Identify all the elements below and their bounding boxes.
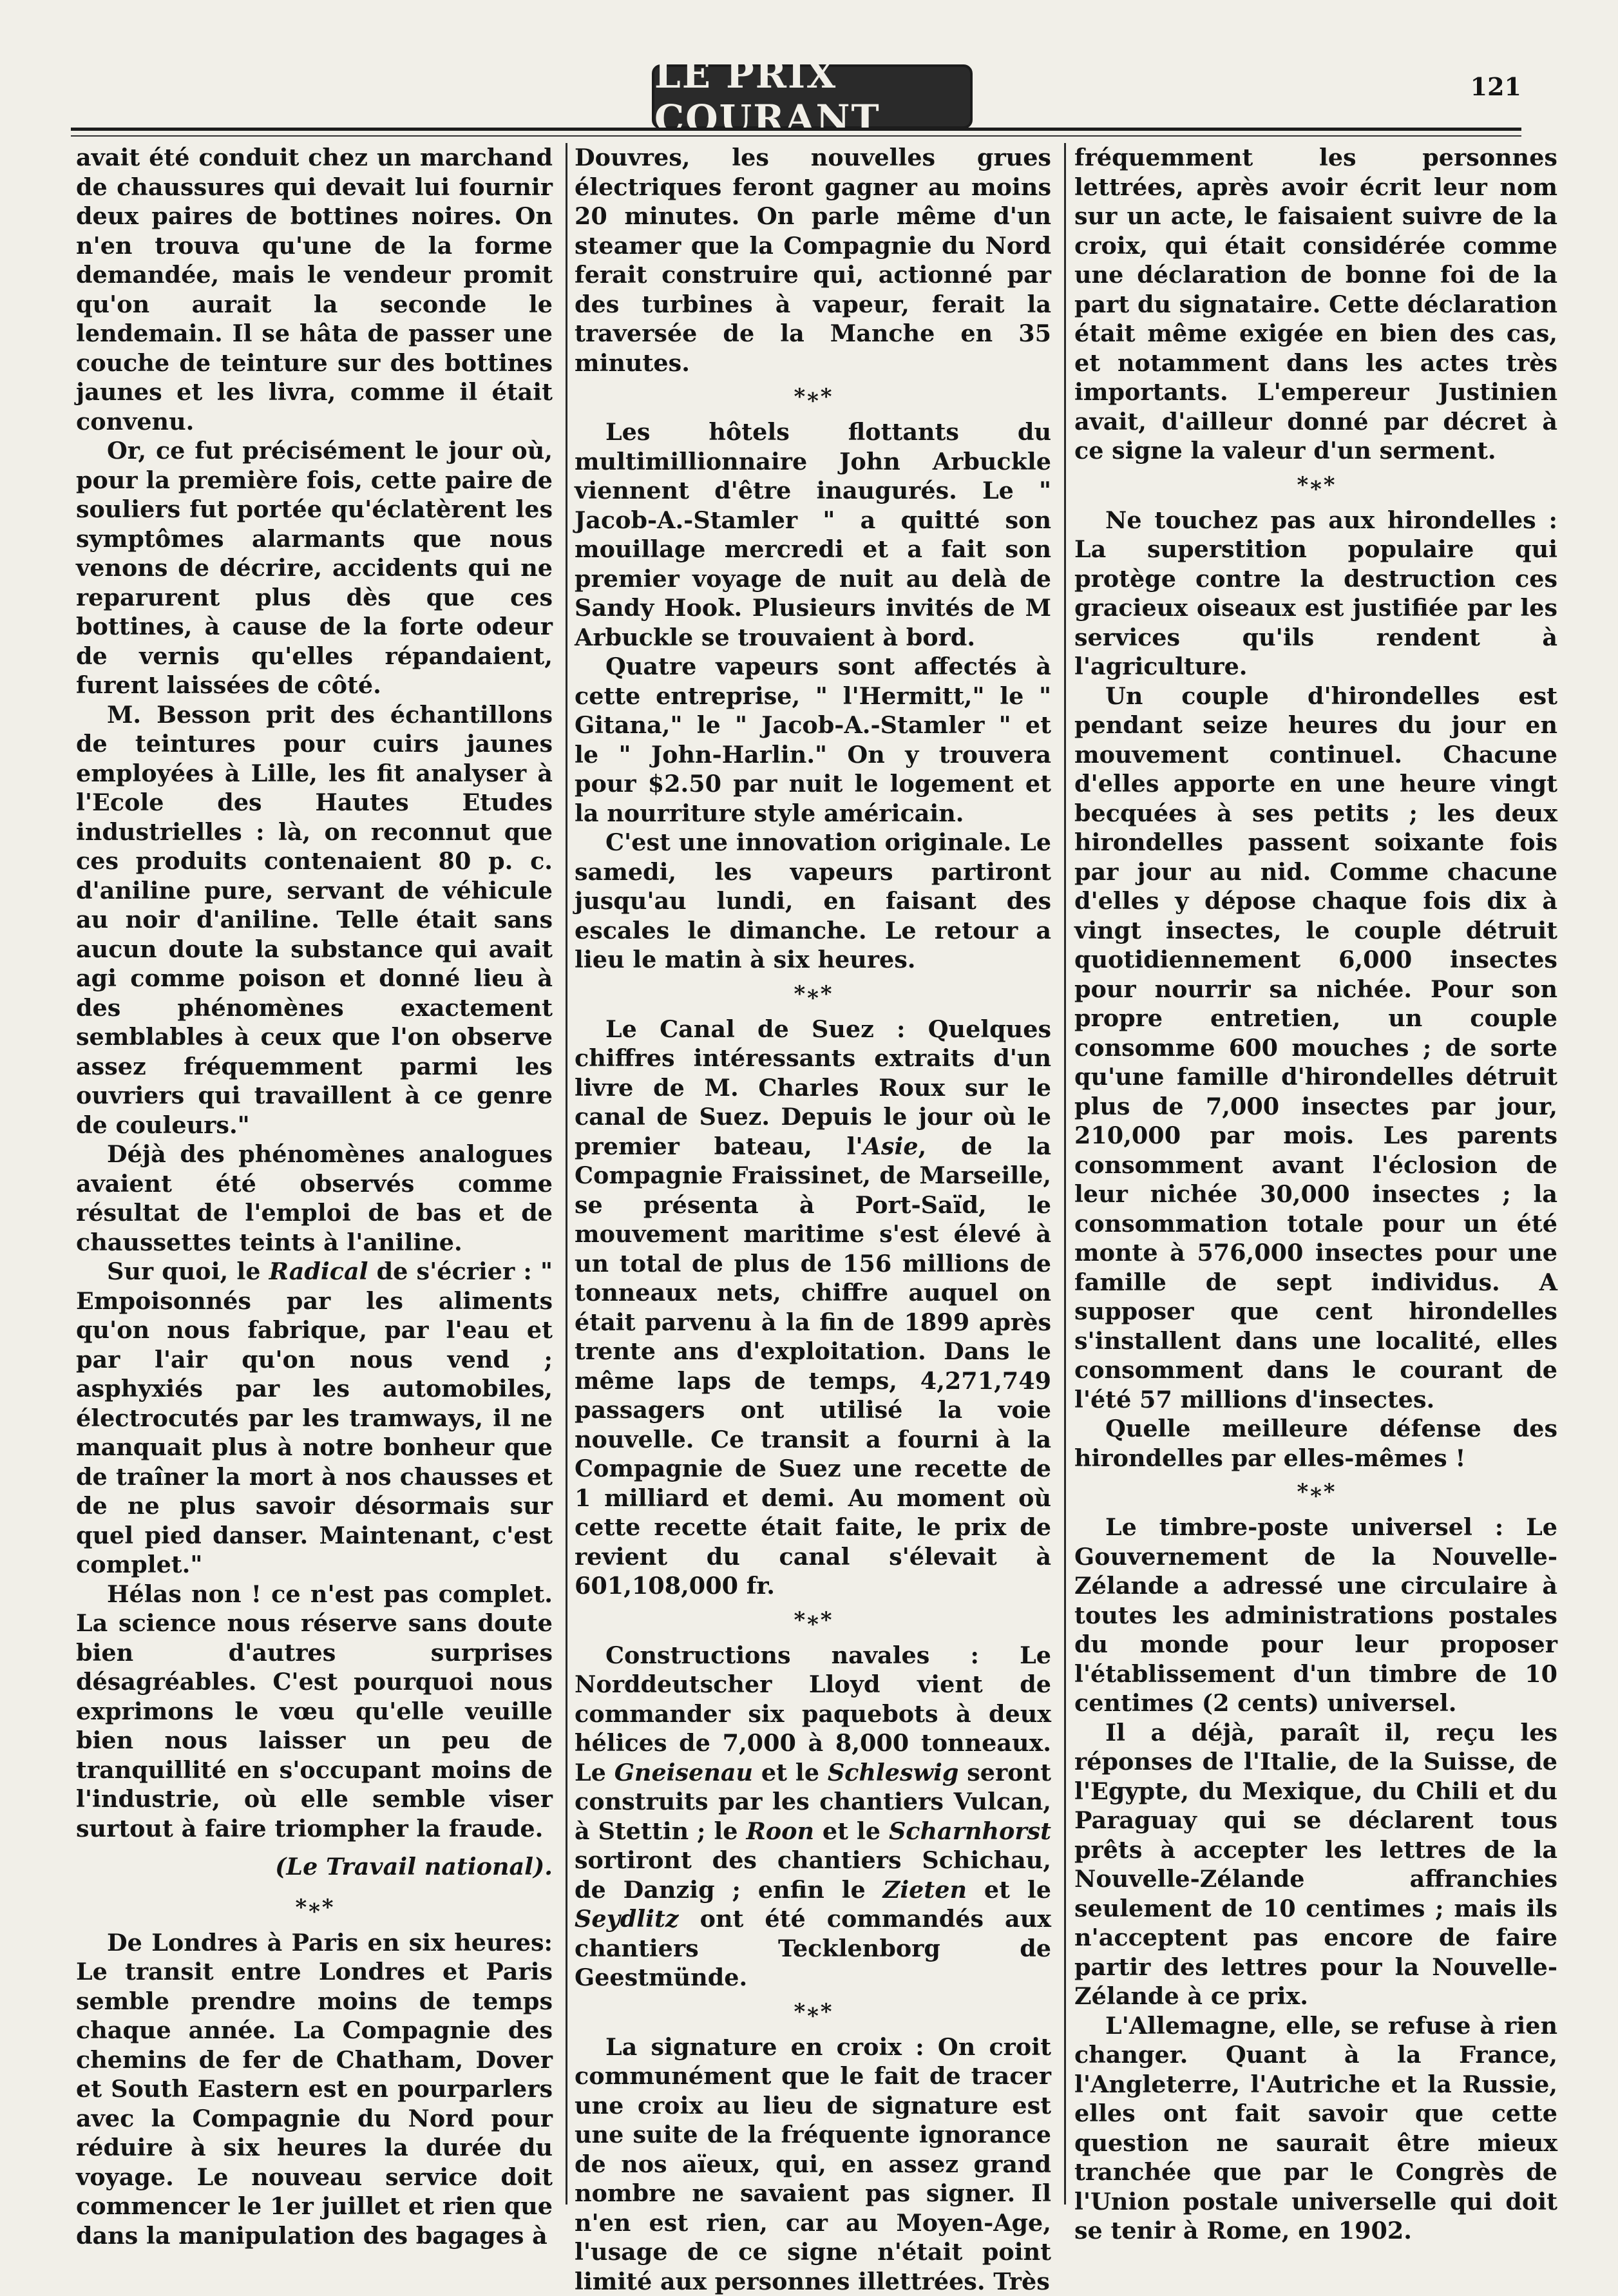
page-number: 121 — [1470, 72, 1521, 101]
paragraph: De Londres à Paris en six heures: Le transit entre Londres et Paris semble prendre moins de temps chaque année. La Compagnie des chemins de fer de Chatham, Dover et South Eastern est en pourparlers avec la Compagnie du Nord pour réduire à six heures la durée du voyage. Le nouveau service doit commencer le 1er juillet et rien que dans la manipulation des bagages à — [76, 1928, 553, 2251]
text-run: Le Canal de Suez : Quelques chiffres intéressants extraits d'un livre de M. Charles Roux sur le canal de Suez. Depuis le jour où le premier bateau, l' — [575, 1015, 1051, 1160]
paragraph: Quatre vapeurs sont affectés à cette entreprise, " l'Hermitt," le " Gitana," le " Jacob-A.-Stamler " et le " John-Harlin." On y trouvera pour $2.50 par nuit le logement et la nourriture style américain. — [575, 652, 1051, 828]
ship-name: Gneisenau — [614, 1759, 753, 1786]
header-rule-thin — [71, 135, 1521, 137]
asterism-separator: *∗* — [575, 1603, 1051, 1637]
text-run: Sur quoi, le — [107, 1258, 269, 1285]
column-divider — [1064, 143, 1066, 2205]
paragraph: Quelle meilleure défense des hirondelles par elles-mêmes ! — [1074, 1414, 1557, 1473]
column-1 — [76, 143, 553, 2217]
text-run: ont été commandés aux chantiers Tecklenborg de Geestmünde. — [575, 1905, 1051, 1991]
paragraph: Les hôtels flottants du multimillionnaire John Arbuckle viennent d'être inaugurés. Le " Jacob-A.-Stamler " a quitté son mouillage mercredi et a fait son premier voyage de nuit au delà de Sandy Hook. Plusieurs invités de M Arbuckle se trouvaient à bord. — [575, 417, 1051, 652]
column-3 — [1074, 143, 1557, 2217]
ship-name: Scharnhorst — [889, 1817, 1051, 1845]
paragraph: Un couple d'hirondelles est pendant seize heures du jour en mouvement continuel. Chacune d'elles apporte en une heure vingt becquées à ses petits ; les deux hirondelles passent soixante fois par jour au nid. Comme chacune d'elles y dépose chaque fois dix à vingt insectes, le couple détruit quotidiennement 6,000 insectes pour nourrir sa nichée. Pour son propre entretien, un couple consomme 600 mouches ; de sorte qu'une famille d'hirondelles détruit plus de 7,000 insectes par jour, 210,000 par mois. Les parents consomment avant l'éclosion de leur nichée 30,000 insectes ; la consommation totale pour un été monte à 576,000 insectes pour une famille de sept individus. A supposer que cent hirondelles s'installent dans une localité, elles consomment dans le courant de l'été 57 millions d'insectes. — [1074, 682, 1557, 1415]
paragraph: M. Besson prit des échantillons de teintures pour cuirs jaunes employées à Lille, les fit analyser à l'Ecole des Hautes Etudes industrielles : là, on reconnut que ces produits contenaient 80 p. c. d'aniline pure, servant de véhicule au noir d'aniline. Telle était sans aucun doute la substance qui avait agi comme poison et donné lieu à des phénomènes exactement semblables à ceux que l'on observe assez fréquemment parmi les ouvriers qui travaillent à ce genre de couleurs." — [76, 700, 553, 1140]
paragraph: Déjà des phénomènes analogues avaient été observés comme résultat de l'emploi de bas et de chaussettes teints à l'aniline. — [76, 1140, 553, 1257]
text-run: et le — [967, 1876, 1051, 1904]
text-run: , de la Compagnie Fraissinet, de Marseille, se présenta à Port-Saïd, le mouvement maritime s'est élevé à un total de plus de 156 millions de tonneaux nets, chiffre auquel on était parvenu à la fin de 1899 après trente ans d'exploitation. Dans le même laps de temps, 4,271,749 passagers ont utilisé la voie nouvelle. Ce transit a fourni à la Compagnie de Suez une recette de 1 milliard et demi. Au moment où cette recette était faite, le prix de revient du canal s'élevait à 601,108,000 fr. — [575, 1133, 1051, 1600]
asterism-separator: *∗* — [575, 977, 1051, 1011]
paragraph — [575, 1641, 1051, 1993]
italic-title: Asie — [863, 1133, 918, 1160]
paragraph: Ne touchez pas aux hirondelles : La superstition populaire qui protège contre la destruction ces gracieux oiseaux est justifiée par les services qu'ils rendent à l'agriculture. — [1074, 506, 1557, 682]
paragraph: C'est une innovation originale. Le samedi, les vapeurs partiront jusqu'au lundi, en faisant des escales le dimanche. Le retour a lieu le matin à six heures. — [575, 828, 1051, 975]
column-divider — [566, 143, 567, 2205]
paragraph: Or, ce fut précisément le jour où, pour la première fois, cette paire de souliers fut portée qu'éclatèrent les symptômes alarmants que nous venons de décrire, accidents qui ne reparurent plus dès que ces bottines, à cause de la forte odeur de vernis qu'elles répandaient, furent laissées de côté. — [76, 436, 553, 700]
paragraph — [76, 1257, 553, 1580]
text-run: seront construits par les chantiers Vulcan, à Stettin ; le — [575, 1759, 1051, 1845]
paragraph: La signature en croix : On croit communément que le fait de tracer une croix au lieu de signature est une suite de la fréquente ignorance de nos aïeux, qui, en assez grand nombre ne savaient pas signer. Il n'en est rien, car au Moyen-Age, l'usage de ce signe n'était point limité aux personnes illettrées. Très — [575, 2033, 1051, 2296]
ship-name: Schleswig — [828, 1759, 959, 1786]
paragraph: Douvres, les nouvelles grues électriques feront gagner au moins 20 minutes. On parle même d'un steamer que la Compagnie du Nord ferait construire qui, actionné par des turbines à vapeur, ferait la traversée de la Manche en 35 minutes. — [575, 143, 1051, 378]
text-run: de s'écrier : " Empoisonnés par les aliments qu'on nous fabrique, par l'eau et par l'air qu'on nous vend ; asphyxiés par les automobiles, électrocutés par les tramways, il ne manquait plus à notre bonheur que de traîner la mort à nos chausses et de ne plus savoir désormais sur quel pied danser. Maintenant, c'est complet." — [76, 1258, 553, 1578]
paragraph: avait été conduit chez un marchand de chaussures qui devait lui fournir deux paires de bottines noires. On n'en trouva qu'une de la forme demandée, mais le vendeur promit qu'on aurait la seconde le lendemain. Il se hâta de passer une couche de teinture sur des bottines jaunes et les livra, comme il était convenu. — [76, 143, 553, 436]
ship-name: Seydlitz — [575, 1905, 679, 1933]
paragraph: Hélas non ! ce n'est pas complet. La science nous réserve sans doute bien d'autres surprises désagréables. C'est pourquoi nous exprimons le vœu qu'elle veuille bien nous laisser un peu de tranquillité en s'occupant moins de l'industrie, où elle semble viser surtout à faire triompher la fraude. — [76, 1580, 553, 1844]
masthead-logo: LE PRIX COURANT — [652, 64, 973, 129]
asterism-separator: *∗* — [1074, 1475, 1557, 1509]
ship-name: Zieten — [883, 1876, 967, 1904]
header-rule — [71, 128, 1521, 131]
source-citation: (Le Travail national). — [76, 1852, 553, 1882]
paragraph — [575, 1015, 1051, 1601]
asterism-separator: *∗* — [1074, 468, 1557, 502]
asterism-separator: *∗* — [575, 1995, 1051, 2029]
paragraph: L'Allemagne, elle, se refuse à rien changer. Quant à la France, l'Angleterre, l'Autriche et la Russie, elles ont fait savoir que cette question ne saurait être mieux tranchée que par le Congrès de l'Union postale universelle qui doit se tenir à Rome, en 1902. — [1074, 2011, 1557, 2246]
text-run: et le — [753, 1759, 828, 1786]
paragraph: fréquemment les personnes lettrées, après avoir écrit leur nom sur un acte, le faisaient suivre de la croix, qui était considérée comme une déclaration de bonne foi de la part du signataire. Cette déclaration était même exigée en bien des cas, et notamment dans les actes très importants. L'empereur Justinien avait, d'ailleur donné par décret à ce signe la valeur d'un serment. — [1074, 143, 1557, 466]
text-run: et le — [814, 1817, 889, 1845]
asterism-separator: *∗* — [575, 380, 1051, 414]
text-run: Constructions navales : Le Norddeutscher Lloyd vient de commander six paquebots à deux hélices de 7,000 à 8,000 tonneaux. Le — [575, 1641, 1051, 1786]
asterism-separator: *∗* — [76, 1891, 553, 1924]
paragraph: Il a déjà, paraît il, reçu les réponses de l'Italie, de la Suisse, de l'Egypte, du Mexique, du Chili et du Paraguay qui se déclarent tous prêts à accepter les lettres de la Nouvelle-Zélande affranchies seulement de 10 centimes ; mais ils n'acceptent pas encore de faire partir des lettres pour la Nouvelle-Zélande à ce prix. — [1074, 1718, 1557, 2011]
column-2 — [575, 143, 1051, 2217]
text-run: sortiront des chantiers Schichau, de Danzig ; enfin le — [575, 1846, 1051, 1904]
paragraph: Le timbre-poste universel : Le Gouvernement de la Nouvelle-Zélande a adressé une circulaire à toutes les administrations postales du monde pour leur proposer l'établissement d'un timbre de 10 centimes (2 cents) universel. — [1074, 1513, 1557, 1718]
ship-name: Roon — [746, 1817, 814, 1845]
italic-title: Radical — [269, 1258, 368, 1285]
